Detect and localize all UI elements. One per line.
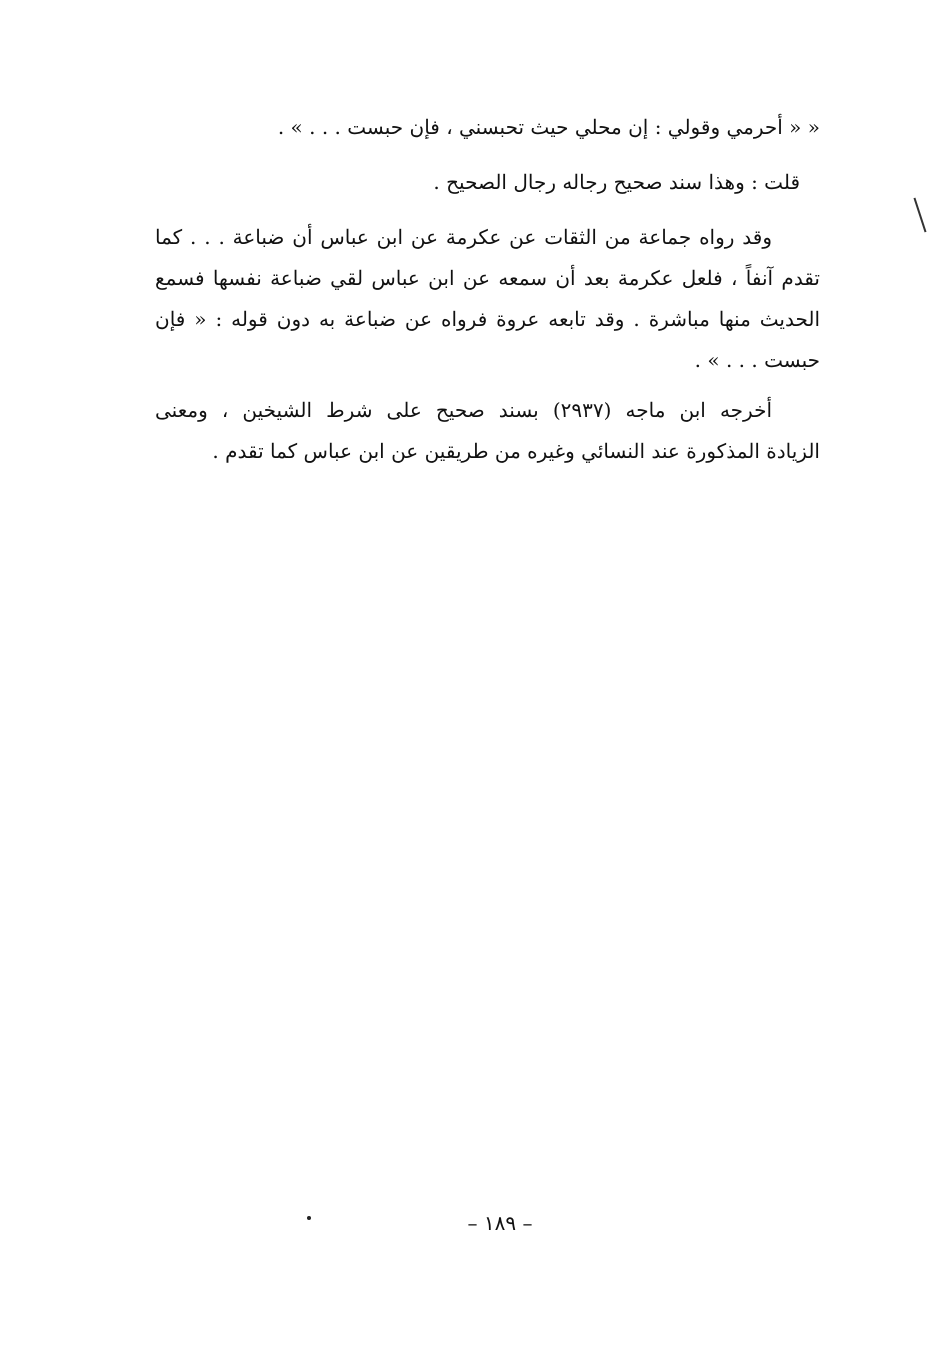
paragraph-line: أخرجه ابن ماجه (٢٩٣٧) بسند صحيح على شرط الشيخين ، ومعنى: [155, 398, 772, 422]
paragraph-line: الحديث منها مباشرة . وقد تابعه عروة فرواه عن ضباعة به دون قوله : « فإن: [155, 307, 820, 331]
margin-stroke: [913, 198, 926, 233]
paragraph-line: وقد رواه جماعة من الثقات عن عكرمة عن ابن عباس أن ضباعة . . . كما: [155, 225, 772, 249]
ink-dot: [307, 1216, 311, 1220]
paragraph-line: تقدم آنفاً ، فلعل عكرمة بعد أن سمعه عن ابن عباس لقي ضباعة نفسها فسمع: [155, 266, 820, 290]
quote-line: « « أحرمي وقولي : إن محلي حيث تحبسني ، فإن حبست . . . » .: [277, 115, 820, 139]
page-number: – ١٨٩ –: [467, 1211, 533, 1235]
paragraph-line: الزيادة المذكورة عند النسائي وغيره من طريقين عن ابن عباس كما تقدم .: [212, 439, 820, 463]
comment-line: قلت : وهذا سند صحيح رجاله رجال الصحيح .: [433, 170, 800, 194]
paragraph-line: حبست . . . » .: [694, 348, 820, 372]
